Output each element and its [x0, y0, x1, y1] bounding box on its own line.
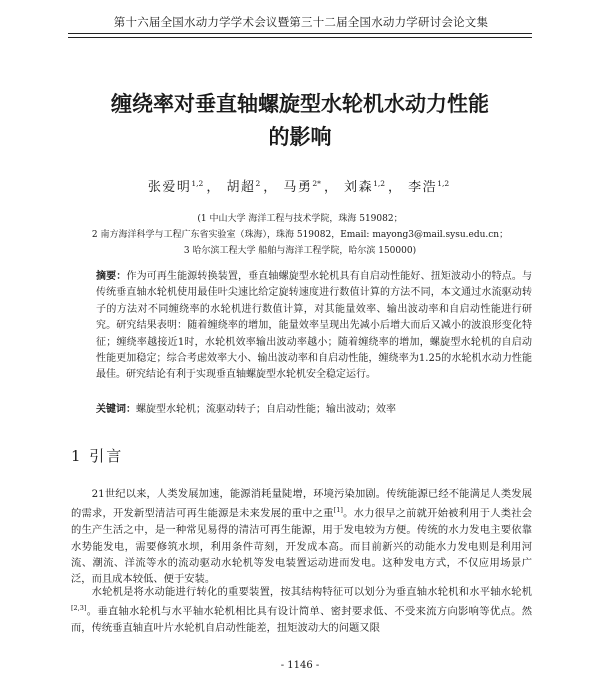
- citation-ref: [1]: [333, 506, 343, 515]
- page-number: - 1146 -: [280, 660, 320, 671]
- paper-title-line1: 缠绕率对垂直轴螺旋型水轮机水动力性能: [111, 92, 489, 116]
- affiliation-1: (1 中山大学 海洋工程与技术学院，珠海 519082；: [197, 214, 403, 224]
- author-affiliation-marker: 2*: [312, 178, 321, 188]
- author-affiliation-marker: 1,2: [191, 178, 204, 188]
- paper-title-line2: 的影响: [268, 125, 332, 149]
- header-rule-thin: [68, 37, 532, 38]
- keywords: [96, 402, 532, 418]
- paper-title: [60, 88, 540, 154]
- citation-ref: [2,3]: [71, 604, 87, 613]
- affiliation-2: 2 南方海洋科学与工程广东省实验室（珠海），珠海 519082，Email: mayong3@mail.sysu.edu.cn；: [91, 230, 509, 240]
- paragraph-text: 21世纪以来，人类发展加速，能源消耗量陡增，环境污染加剧。传统能源已经不能满足人类发展的需求，开发新型清洁可再生能源是未来发展的重中之重: [71, 488, 532, 520]
- author-name: 张爱明: [147, 180, 192, 195]
- paragraph-text: 水轮机是将水动能进行转化的重要装置，按其结构特征可以划分为垂直轴水轮机和水平轴水轮机: [91, 586, 532, 598]
- paragraph-text: 。水力很早之前就开始被利用于人类社会的生产生活之中，是一种常见易得的清洁可再生能源，用于发电较为方便。传统的水力发电主要依靠水势能发电，需要修筑水坝，利用条件苛刻，开发成本高。而目前新兴的动能水力发电则是利用河流、潮流、洋流等水的流动驱动水轮机等发电装置运动进而发电。这种发电方式，不仅应用场景广泛，而且成本较低、便于安装。: [71, 507, 533, 586]
- intro-paragraph-1: [71, 486, 532, 588]
- header-rule-thick: [68, 33, 532, 34]
- author-affiliation-marker: 2: [255, 178, 261, 188]
- paragraph-text: 。垂直轴水轮机与水平轴水轮机相比具有设计简单、密封要求低、不受来流方向影响等优点。然而，传统垂直轴直叶片水轮机自启动性能差，扭矩波动大的问题又限: [71, 605, 532, 635]
- author-name: 胡超: [226, 180, 256, 195]
- author-affiliation-marker: 1,2: [437, 178, 450, 188]
- running-header: 第十六届全国水动力学学术会议暨第三十二届全国水动力学研讨会论文集: [113, 15, 489, 29]
- abstract-label: 摘要：: [96, 271, 127, 282]
- keywords-label: 关键词：: [96, 404, 136, 415]
- author-affiliation-marker: 1,2: [373, 178, 386, 188]
- affiliation-3: 3 哈尔滨工程大学 船舶与海洋工程学院，哈尔滨 150000): [183, 246, 417, 256]
- section-heading-introduction: 1 引言: [71, 447, 124, 465]
- author-name: 刘森: [344, 180, 374, 195]
- author-name: 马勇: [283, 180, 313, 195]
- keywords-text: 螺旋型水轮机；流驱动转子；自启动性能；输出波动；效率: [136, 404, 396, 415]
- abstract: [96, 269, 532, 384]
- abstract-text: 作为可再生能源转换装置，垂直轴螺旋型水轮机具有自启动性能好、扭矩波动小的特点。与传统垂直轴水轮机使用最佳叶尖速比给定旋转速度进行数值计算的方法不同，本文通过水流驱动转子的方法对不同缠绕率的水轮机进行数值计算，对其能量效率、输出波动率和自启动性能进行研究。研究结果表明：随着缠绕率的增加，能量效率呈现出先减小后增大而后又减小的波浪形变化特征；缠绕率越接近1时，水轮机效率输出波动率越小；随着缠绕率的增加，螺旋型水轮机的自启动性能更加稳定；综合考虑效率大小、输出波动率和自启动性能，缠绕率为1.25的水轮机水动力性能最佳。研究结论有利于实现垂直轴螺旋型水轮机安全稳定运行。: [96, 271, 533, 381]
- author-list: 张爱明$^{1,2}$ ， 胡超$^2$ ， 马勇$^{2*}$ ， 刘森$^{1,2}$ ， 李浩$^{1,2}$: [147, 178, 450, 195]
- intro-paragraph-2: [71, 584, 532, 637]
- author-name: 李浩: [408, 180, 438, 195]
